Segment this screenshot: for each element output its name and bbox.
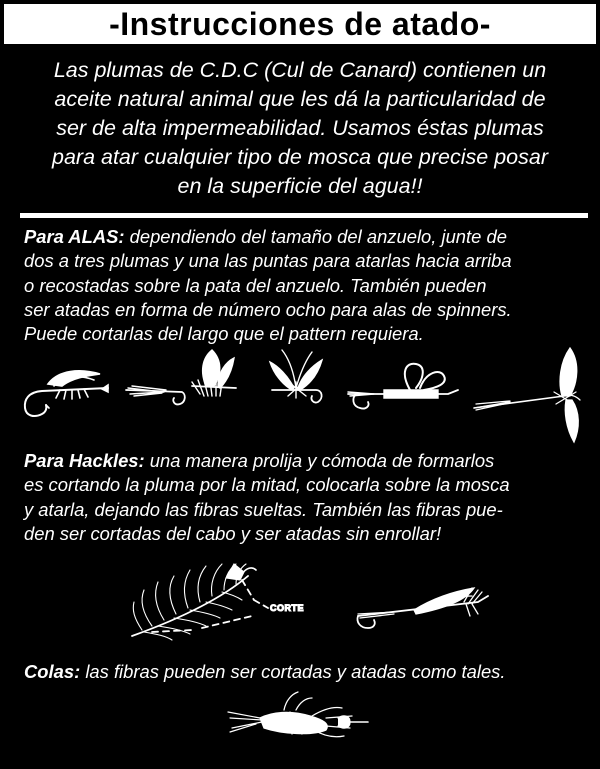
title-bar [4,4,596,44]
section-colas [24,660,580,684]
section-colas-line: las fibras pueden ser cortadas y atadas como tales. [80,661,506,682]
cut-feather-icon [122,560,344,642]
hackled-fly-icon [354,578,492,632]
corte-label: CORTE [270,603,304,613]
section-hackles-line: una manera prolija y cómoda de formarlos [144,450,495,471]
hook-wing-fly-icon [18,364,110,422]
section-hackles-line: den ser cortadas del cabo y ser atadas sin enrollar! [24,522,442,544]
intro-line: aceite natural animal que les dá la particularidad de [54,87,546,111]
section-alas-line: o recostadas sobre la pata del anzuelo. También pueden [24,274,487,296]
intro-line: Las plumas de C.D.C (Cul de Canard) contienen un [53,58,547,82]
intro-paragraph [12,56,588,201]
page-title: -Instrucciones de atado- [109,5,491,42]
section-hackles-label: Para Hackles: [24,450,145,471]
intro-line: en la superficie del agua!! [177,174,423,198]
intro-line: para atar cualquier tipo de mosca que precise posar [52,145,548,169]
section-alas-line: dependiendo del tamaño del anzuelo, junte de [124,226,507,247]
section-hackles-line: y atarla, dejando las fibras sueltas. También las fibras pue- [24,498,503,520]
section-alas-line: Puede cortarlas del largo que el pattern requiera. [24,323,424,345]
divider-rule [20,213,588,218]
section-alas-line: dos a tres plumas y una las puntas para atarlas hacia arriba [24,250,512,272]
section-hackles [24,449,580,546]
tailed-nymph-icon [226,688,372,754]
section-alas-line: ser atadas en forma de número ocho para alas de spinners. [24,298,512,320]
upright-wing-fly-icon [122,348,240,422]
section-hackles-line: es cortando la pluma por la mitad, colocarla sobre la mosca [24,474,510,496]
looped-wing-fly-icon [344,358,462,420]
spinner-wing-fly-icon [470,346,584,444]
section-alas [24,225,580,346]
intro-line: ser de alta impermeabilidad. Usamos éstas plumas [56,116,544,140]
section-alas-label: Para ALAS: [24,226,125,247]
figure-eight-wing-fly-icon [266,346,332,414]
section-colas-label: Colas: [24,661,81,682]
